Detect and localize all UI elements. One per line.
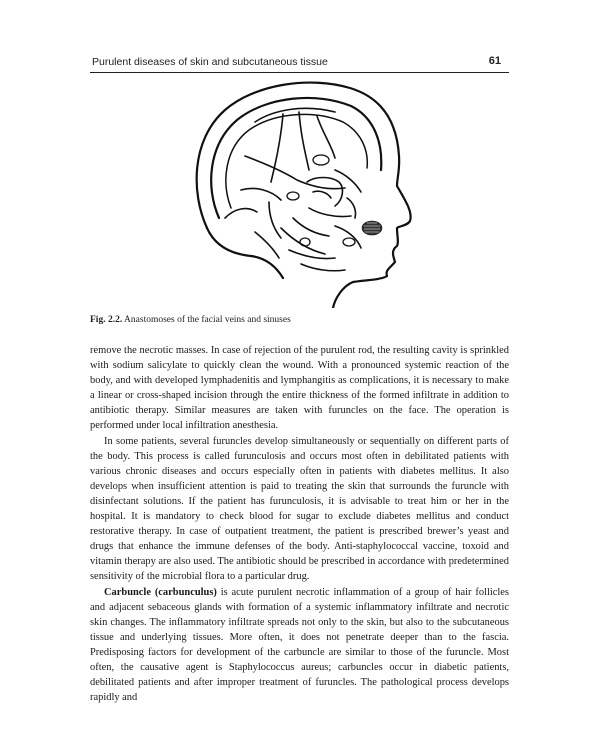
paragraph-1: remove the necrotic masses. In case of rejection of the purulent rod, the resulting cavity is sprinkled with sodium salicylate to quickly clean the wound. With a pronounced systemic reaction of the body, and with developed lymphadenitis and lymphangitis as complications, it is necessary to make a linear or cross-shaped incision through the entire thickness of the formed infiltrate in addition to antibiotic therapy. Similar measures are taken with furuncles on the face. The operation is performed under local infiltration anesthesia.: [90, 345, 509, 432]
figure-caption: [90, 315, 509, 325]
paragraph-3-text: is acute purulent necrotic inflammation of a group of hair follicles and adjacent sebaceous glands with formation of a systemic inflammatory infiltrate and necrotic skin changes. The inflammatory infiltrate spreads not only to the skin, but also to the subcutaneous tissue and underlying tissues. More often, it does not penetrate deeper than to the fascia. Predisposing factors for development of the carbuncle are similar to those of the furuncle. Most often, the causative agent is Staphylococcus aureus; carbuncles occur in diabetic patients, debilitated patients and after improper treatment of furuncles. The pathological process develops rapidly and: [90, 586, 509, 704]
figure-caption-text: Anastomoses of the facial veins and sinuses: [122, 315, 291, 325]
body-text: [90, 343, 509, 705]
head-sagittal-illustration: [185, 78, 435, 308]
figure-label: Fig. 2.2.: [90, 315, 123, 325]
running-title: Purulent diseases of skin and subcutaneous tissue: [92, 56, 328, 68]
running-header: [90, 55, 509, 71]
term-carbuncle: Carbuncle (carbunculus): [104, 586, 217, 598]
page-number: 61: [488, 55, 501, 67]
paragraph-3: [90, 585, 509, 706]
paragraph-2: In some patients, several furuncles develop simultaneously or sequentially on different parts of the body. This process is called furunculosis and occurs most often in debilitated patients with various chronic diseases and occurs especially often in patients with diabetes mellitus. It also develops when insufficient attention is paid to treating the skin that surrounds the furuncle with disinfectant solutions. If the patient has furunculosis, it is advisable to treat him or her in the hospital. It is mandatory to check blood for sugar to exclude diabetes mellitus and conduct restorative therapy. In case of outpatient treatment, the patient is prescribed brewer’s yeast and drugs that enhance the immune defenses of the body. Anti-staphylococcal vaccine, toxoid and vitamin therapy are also used. The antibiotic should be prescribed in accordance with predetermined sensitivity of the microbial flora to a particular drug.: [90, 435, 509, 583]
header-rule: [90, 72, 509, 73]
